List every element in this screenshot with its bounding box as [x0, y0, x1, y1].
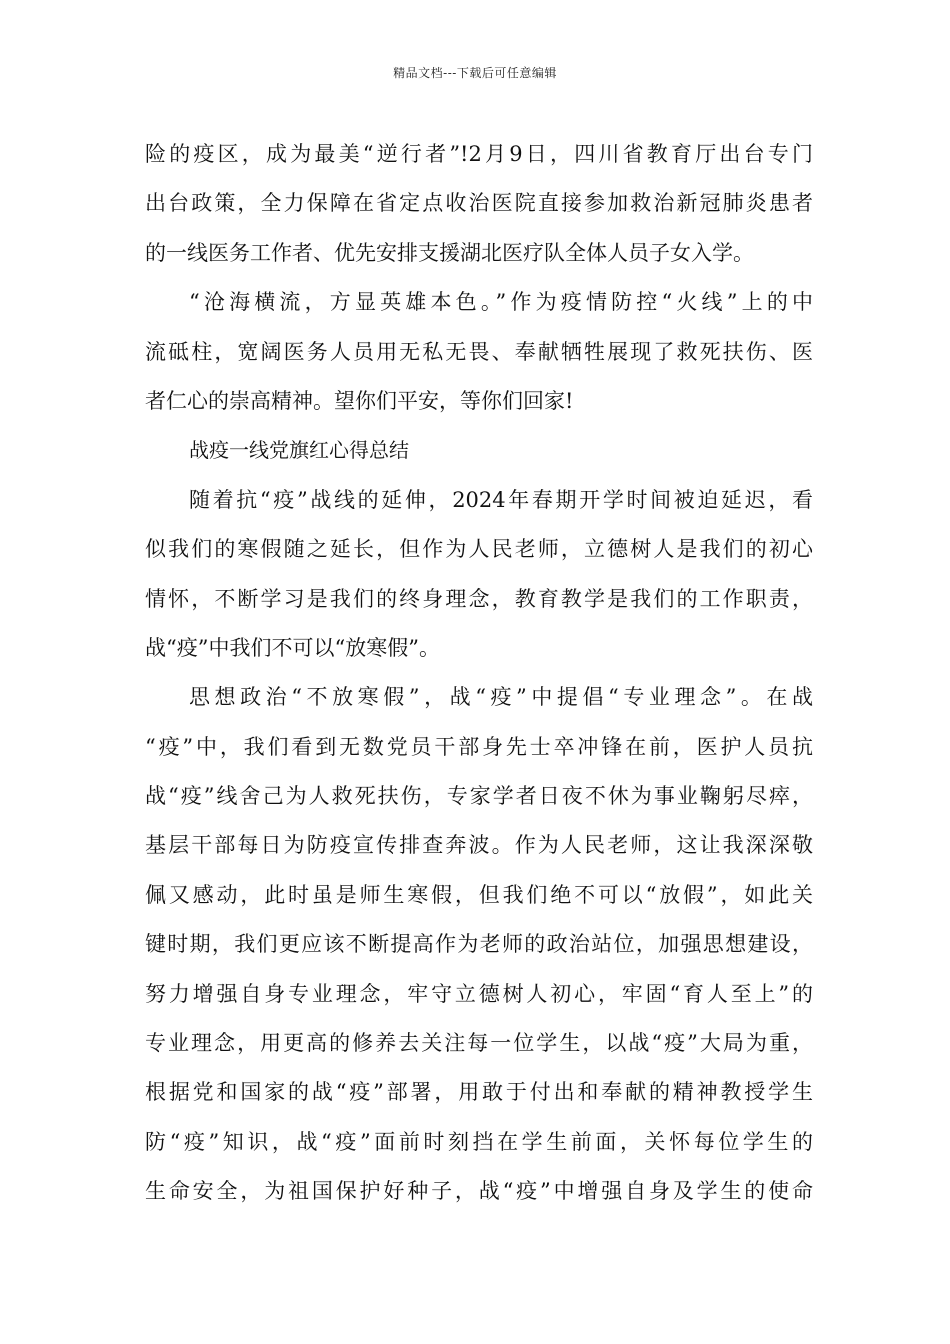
paragraph	[145, 130, 813, 278]
text-line: 者仁心的崇高精神。望你们平安，等你们回家!	[145, 388, 574, 413]
text-line: 键时期，我们更应该不断提高作为老师的政治站位，加强思想建设，	[145, 932, 813, 957]
text-line: “沧海横流，方显英雄本色。”作为疫情防控“火线”上的中	[189, 290, 813, 315]
text-line: 流砥柱，宽阔医务人员用无私无畏、奉献牺牲展现了救死扶伤、医	[145, 339, 813, 364]
text-line: 生命安全，为祖国保护好种子，战“疫”中增强自身及学生的使命	[145, 1179, 813, 1204]
text-line: 防“疫”知识，战“疫”面前时刻挡在学生前面，关怀每位学生的	[145, 1129, 813, 1154]
text-line: 思想政治“不放寒假”，战“疫”中提倡“专业理念”。在战	[189, 685, 813, 710]
paragraph	[145, 673, 813, 1216]
text-line: 的一线医务工作者、优先安排支援湖北医疗队全体人员子女入学。	[145, 240, 754, 265]
section-heading	[145, 426, 813, 475]
text-line: 佩又感动，此时虽是师生寒假，但我们绝不可以“放假”，如此关	[145, 882, 813, 907]
paragraph	[145, 476, 813, 674]
heading-text: 战疫一线党旗红心得总结	[189, 438, 409, 463]
page-header: 精品文档---下载后可任意编辑	[393, 66, 557, 80]
text-line: 努力增强自身专业理念，牢守立德树人初心，牢固“育人至上”的	[145, 981, 813, 1006]
text-line: 情怀，不断学习是我们的终身理念，教育教学是我们的工作职责，	[145, 586, 813, 611]
document-body	[145, 130, 813, 1217]
text-line: 专业理念，用更高的修养去关注每一位学生，以战“疫”大局为重，	[145, 1031, 813, 1056]
text-line: 出台政策，全力保障在省定点收治医院直接参加救治新冠肺炎患者	[145, 191, 813, 216]
text-line: 基层干部每日为防疫宣传排查奔波。作为人民老师，这让我深深敬	[145, 833, 813, 858]
text-line: 战“疫”中我们不可以“放寒假”。	[145, 635, 440, 660]
text-line: 险的疫区，成为最美“逆行者”!2月9日，四川省教育厅出台专门	[145, 142, 813, 166]
paragraph	[145, 278, 813, 426]
text-line: 根据党和国家的战“疫”部署，用敢于付出和奉献的精神教授学生	[145, 1080, 813, 1105]
text-line: 随着抗“疫”战线的延伸，2024年春期开学时间被迫延迟，看	[189, 487, 813, 512]
text-line: 战“疫”线舍己为人救死扶伤，专家学者日夜不休为事业鞠躬尽瘁，	[145, 784, 813, 809]
text-line: 似我们的寒假随之延长，但作为人民老师，立德树人是我们的初心	[145, 537, 813, 562]
text-line: “疫”中，我们看到无数党员干部身先士卒冲锋在前，医护人员抗	[145, 734, 813, 759]
